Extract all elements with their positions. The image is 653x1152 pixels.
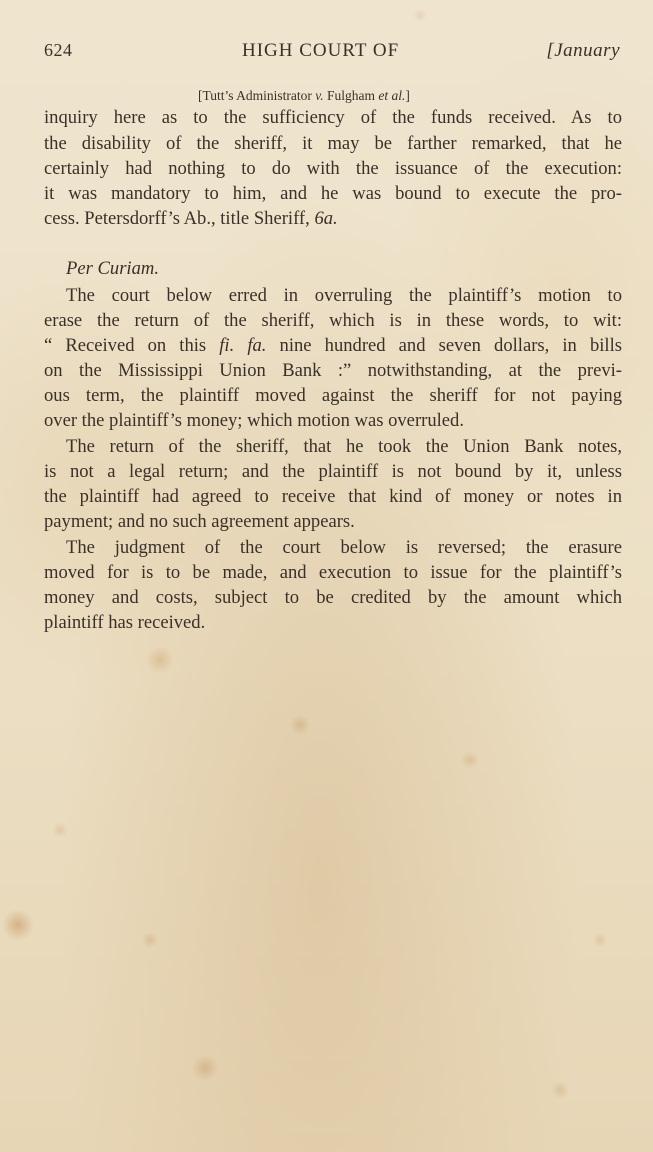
paragraph4-line4: plaintiff has received. <box>44 612 206 633</box>
paragraph3-line2: is not a legal return; and the plaintiff is not bound by it, unless <box>44 461 622 482</box>
caption-open: [Tutt’s Administrator <box>198 88 316 103</box>
paragraph1-line3: certainly had nothing to do with the issuance of the execution: <box>44 158 622 179</box>
paragraph1-line4: it was mandatory to him, and he was bound to execute the pro- <box>44 183 622 204</box>
caption-et-al: et al. <box>378 88 406 103</box>
per-curiam-heading: Per Curiam. <box>66 258 159 279</box>
paragraph4-line2: moved for is to be made, and execution to issue for the plaintiff’s <box>44 562 622 583</box>
paragraph1-line1: inquiry here as to the sufficiency of the funds received. As to <box>44 107 622 128</box>
page-number: 624 <box>44 40 73 60</box>
paragraph1-line2: the disability of the sheriff, it may be farther remarked, that he <box>44 133 622 154</box>
quote-part-b: nine hundred and seven dollars, in bills <box>266 335 622 356</box>
paragraph2-line4: on the Mississippi Union Bank :” notwithstanding, at the previ- <box>44 360 622 381</box>
court-heading: HIGH COURT OF <box>242 40 400 61</box>
caption-close: ] <box>405 88 410 103</box>
case-caption <box>198 88 410 104</box>
month-heading: [January <box>546 40 620 61</box>
paragraph3-line3: the plaintiff had agreed to receive that kind of money or notes in <box>44 486 622 507</box>
quote-part-a: “ Received on this <box>44 335 220 356</box>
paragraph2-line3 <box>44 334 622 358</box>
paragraph3-line1: The return of the sheriff, that he took the Union Bank notes, <box>66 436 622 457</box>
paragraph2-line2: erase the return of the sheriff, which is in these words, to wit: <box>44 310 622 331</box>
caption-middle: Fulgham <box>323 88 379 103</box>
citation-text: cess. Petersdorff’s Ab., title Sheriff, <box>44 208 315 229</box>
paragraph4-line3: money and costs, subject to be credited by the amount which <box>44 587 622 608</box>
paragraph3-line4: payment; and no such agreement appears. <box>44 511 355 532</box>
running-head <box>44 40 620 66</box>
citation-ref: 6a. <box>314 208 338 229</box>
fi-fa: fi. fa. <box>219 335 267 356</box>
caption-versus: v. <box>315 88 324 103</box>
paragraph2-line1: The court below erred in overruling the plaintiff’s motion to <box>66 285 622 306</box>
paragraph2-line5: ous term, the plaintiff moved against the sheriff for not paying <box>44 385 622 406</box>
paragraph4-line1: The judgment of the court below is reversed; the erasure <box>66 537 622 558</box>
paragraph1-line5 <box>44 207 622 231</box>
paragraph2-line6: over the plaintiff’s money; which motion was overruled. <box>44 410 464 431</box>
